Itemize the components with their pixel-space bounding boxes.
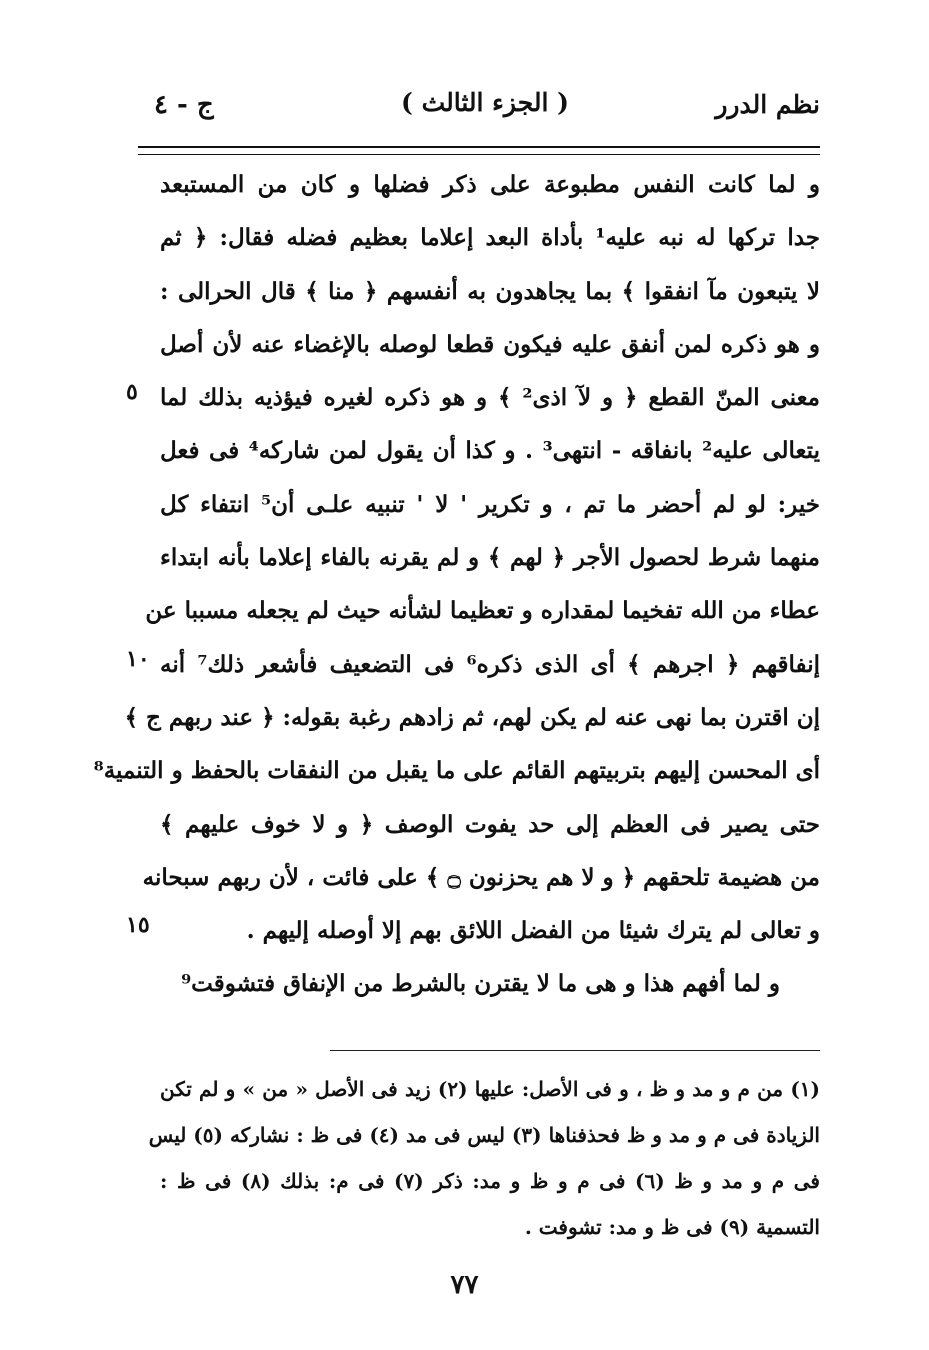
text-line: إن اقترن بما نهى عنه لم يكن لهم، ثم زادهم رغبة بقوله: ﴿ عند ربهم ج ﴾ (124, 703, 820, 731)
page-number: ٧٧ (450, 1270, 479, 1300)
text-line: أى المحسن إليهم بتربيتهم القائم على ما يقبل من النفقات بالحفظ و التنمية⁸ (93, 757, 820, 785)
footnote-line: التسمية (٩) فى ظ و مد: تشوفت . (524, 1215, 820, 1239)
line-number-5: ٥ (126, 379, 138, 405)
text-line: منهما شرط لحصول الأجر ﴿ لهم ﴾ و لم يقرنه بالفاء إعلاما بأنه ابتداء (160, 544, 820, 572)
text-line: لا يتبعون مآ انفقوا ﴾ بما يجاهدون به أنفسهم ﴿ منا ﴾ قال الحرالى : (160, 277, 820, 305)
page-header (150, 78, 820, 130)
text-line: و هو ذكره لمن أنفق عليه فيكون قطعا لوصله بالإغضاء عنه لأن أصل (160, 330, 820, 358)
text-line: عطاء من الله تفخيما لمقداره و تعظيما لشأنه حيث لم يجعله مسببا عن (145, 597, 820, 625)
text-line: يتعالى عليه² بانفاقه - انتهى³ . و كذا أن يقول لمن شاركه⁴ فى فعل (160, 437, 820, 465)
volume-label: ج - ٤ (154, 90, 214, 120)
line-number-10: ١٠ (126, 646, 150, 672)
footnote-rule (330, 1050, 820, 1051)
text-line: من هضيمة تلحقهم ﴿ و لا هم يحزنون ۝ ﴾ على فائت ، لأن ربهم سبحانه (142, 863, 820, 891)
book-title: نظم الدرر (715, 90, 820, 119)
header-rule (138, 146, 820, 155)
line-number-15: ١٥ (126, 912, 150, 938)
text-line: معنى المنّ القطع ﴿ و لآ اذى² ﴾ و هو ذكره لغيره فيؤذيه بذلك لما (160, 384, 821, 412)
footnote-line: (١) من م و مد و ظ ، و فى الأصل: عليها (٢) زيد فى الأصل « من » و لم تكن (160, 1077, 820, 1101)
text-line: حتى يصير فى العظم إلى حد يفوت الوصف ﴿ و لا خوف عليهم ﴾ (160, 810, 820, 838)
footnotes (148, 1066, 820, 1250)
footnote-line: فى م و مد و ظ (٦) فى م و ظ و مد: ذكر (٧) فى م: بذلك (٨) فى ظ : (160, 1169, 820, 1193)
text-line: و لما كانت النفس مطبوعة على ذكر فضلها و كان من المستبعد (160, 171, 820, 198)
text-line: و تعالى لم يترك شيئا من الفضل اللائق بهم إلا أوصله إليهم . (246, 917, 820, 945)
part-label: ( الجزء الثالث ) (401, 88, 569, 117)
text-line: خير: لو لم أحضر ما تم ، و تكرير ' لا ' تنبيه علـى أن⁵ انتفاء كل (160, 490, 821, 518)
text-line: و لما أفهم هذا و هى ما لا يقترن بالشرط من الإنفاق فتشوقت⁹ (181, 970, 780, 998)
footnote-line: الزيادة فى م و مد و ظ فحذفناها (٣) ليس فى مد (٤) فى ظ : نشاركه (٥) ليس (148, 1123, 820, 1147)
text-line: جدا تركها له نبه عليه¹ بأداة البعد إعلاما بعظيم فضله فقال: ﴿ ثم (160, 224, 820, 252)
text-line: إنفاقهم ﴿ اجرهم ﴾ أى الذى ذكره⁶ فى التضعيف فأشعر ذلك⁷ أنه (160, 650, 820, 678)
